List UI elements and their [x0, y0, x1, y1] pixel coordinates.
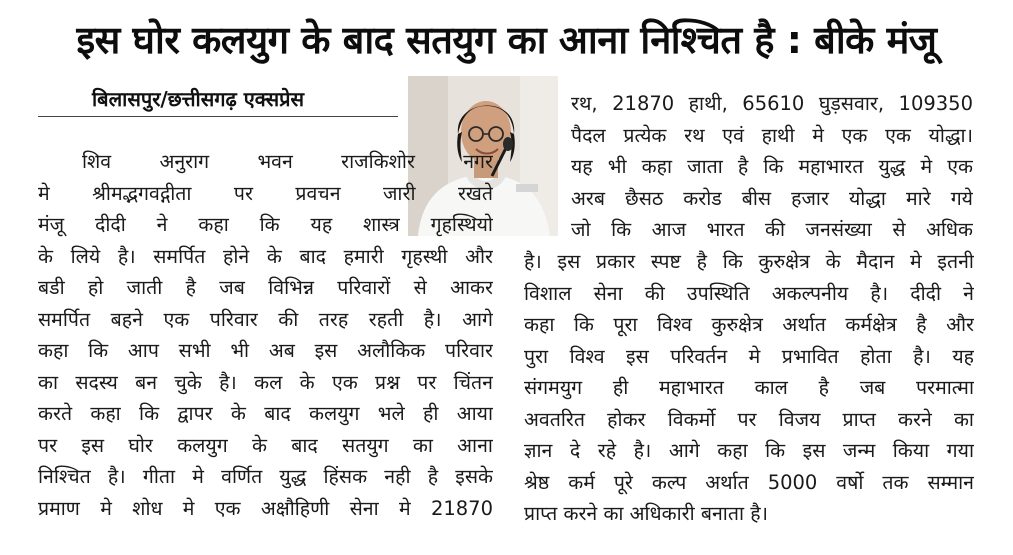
- text-line: यह भी कहा जाता है कि महाभारत युद्ध मे एक: [571, 155, 973, 178]
- text-line: अरब छैसठ करोड बीस हजार योद्धा मारे गये: [571, 186, 973, 210]
- text-line: कहा कि आप सभी भी अब इस अलौकिक परिवार: [38, 339, 493, 362]
- text-line: पैदल प्रत्येक रथ एवं हाथी मे एक एक योद्धा।: [571, 123, 973, 147]
- text-line: पर इस घोर कलयुग के बाद सतयुग का आना: [38, 433, 493, 457]
- text-line: बडी हो जाती है जब विभिन्न परिवारों से आकर: [38, 276, 493, 299]
- text-line: मंजू दीदी ने कहा कि यह शास्त्र गृहस्थियो: [38, 213, 493, 236]
- text-line: समर्पित बहने एक परिवार की तरह रहती है। आगे: [38, 307, 493, 331]
- text-line: का सदस्य बन चुके है। कल के एक प्रश्न पर चिंतन: [38, 370, 493, 394]
- text-line: के लिये है। समर्पित होने के बाद हमारी गृहस्थी और: [38, 244, 493, 268]
- dateline-rule: [38, 116, 398, 117]
- text-line: संगमयुग ही महाभारत काल है जब परमात्मा: [524, 376, 974, 399]
- article-right-column-bottom: [524, 246, 974, 530]
- headline: इस घोर कलयुग के बाद सतयुग का आना निश्चित है : बीके मंजू: [76, 18, 937, 62]
- text-line: है। इस प्रकार स्पष्ट है कि कुरुक्षेत्र के मैदान मे इतनी: [524, 250, 974, 273]
- text-line: अवतरित होकर विकर्मो पर विजय प्राप्त करने का: [524, 407, 974, 431]
- text-line: प्राप्त करने का अधिकारी बनाता है।: [524, 502, 768, 525]
- text-line: रथ, 21870 हाथी, 65610 घुड़सवार, 109350: [571, 92, 973, 115]
- text-line: ज्ञान दे रहे है। आगे कहा कि इस जन्म किया गया: [524, 439, 974, 462]
- article-left-column: [38, 146, 493, 524]
- text-line: पुरा विश्व इस परिवर्तन मे प्रभावित होता है। यह: [524, 344, 974, 368]
- text-line: मे श्रीमद्भगवद्गीता पर प्रवचन जारी रखते: [38, 181, 493, 205]
- text-line: निश्चित है। गीता मे वर्णित युद्ध हिंसक नही है इसके: [38, 465, 493, 488]
- text-line: जो कि आज भारत की जनसंख्या से अधिक: [571, 218, 973, 241]
- text-line: विशाल सेना की उपस्थिति अकल्पनीय है। दीदी ने: [524, 281, 974, 305]
- text-line: श्रेष्ठ कर्म पूरे कल्प अर्थात 5000 वर्षो तक सम्मान: [524, 470, 974, 494]
- text-line: शिव अनुराग भवन राजकिशोर नगर: [82, 150, 493, 173]
- dateline: बिलासपुर/छत्तीसगढ़ एक्सप्रेस: [92, 87, 304, 111]
- text-line: कहा कि पूरा विश्व कुरुक्षेत्र अर्थात कर्मक्षेत्र है और: [524, 313, 974, 336]
- text-line: प्रमाण मे शोध मे एक अक्षौहिणी सेना मे 21870: [38, 496, 493, 520]
- text-line: करते कहा कि द्वापर के बाद कलयुग भले ही आया: [38, 402, 493, 425]
- article-right-column-top: [571, 88, 973, 246]
